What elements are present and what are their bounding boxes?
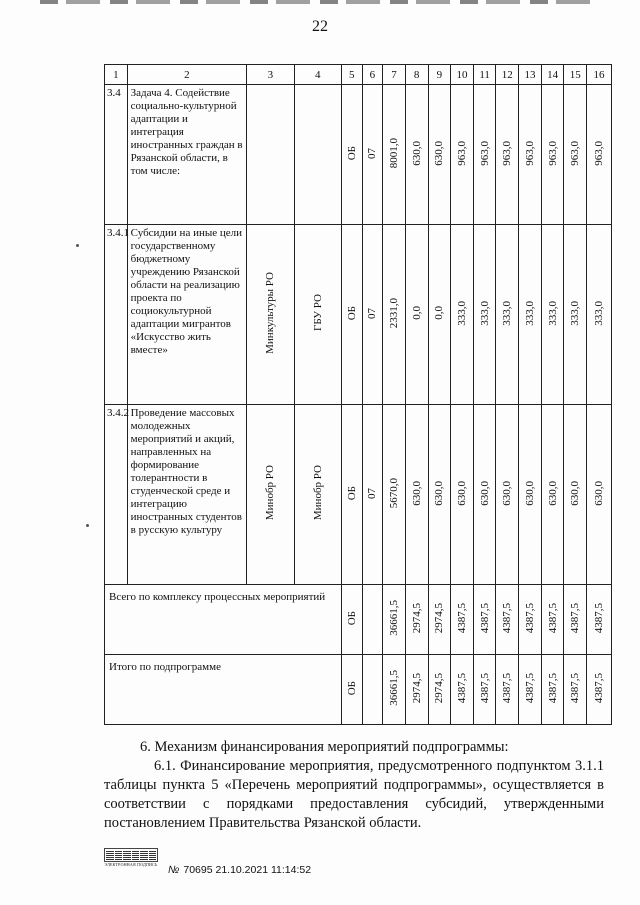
total-value: 4387,5 (569, 672, 582, 704)
value-cell: 333,0 (546, 300, 559, 326)
funding-source: ОБ (345, 145, 358, 161)
value-cell: 333,0 (501, 300, 514, 326)
value-cell: 963,0 (593, 140, 606, 166)
total-value: 4387,5 (523, 602, 536, 634)
row-name: Проведение массовых молодежных мероприятий и акций, направленных на формирование толерантности в студенческой среде и интеграцию иностранных студентов в русскую культуру (127, 405, 247, 585)
table-row (105, 225, 612, 405)
funding-source: ОБ (345, 610, 358, 626)
row-number: 3.4.1 (105, 225, 128, 405)
responsible: Минобр РО (264, 465, 277, 521)
value-cell: 2331,0 (388, 297, 401, 329)
value-cell: 630,0 (478, 480, 491, 506)
executor: ГБУ РО (311, 294, 324, 332)
column-number: 8 (405, 65, 428, 85)
total-value: 2974,5 (410, 672, 423, 704)
executor: Минобр РО (311, 465, 324, 521)
column-number: 14 (541, 65, 564, 85)
section-paragraph: 6.1. Финансирование мероприятия, предусмотренного подпунктом 3.1.1 таблицы пункта 5 «Перечень мероприятий подпрограммы», осуществляется в соответствии с порядками предоставления субсидий, утвержденными постановлением Правительства Рязанской области. (104, 758, 604, 831)
column-number: 16 (587, 65, 612, 85)
total-value: 4387,5 (501, 672, 514, 704)
total-value: 2974,5 (433, 672, 446, 704)
value-cell: 630,0 (455, 480, 468, 506)
scan-speck (76, 244, 79, 247)
row-name: Субсидии на иные цели государственному бюджетному учреждению Рязанской области на реализацию проекта по социокультурной адаптации мигрантов «Искусство жить вместе» (127, 225, 247, 405)
esign-logo-icon (104, 848, 158, 862)
value-cell: 333,0 (455, 300, 468, 326)
column-number: 4 (294, 65, 341, 85)
value-cell: 333,0 (593, 300, 606, 326)
total-value: 4387,5 (455, 672, 468, 704)
value-cell: 630,0 (433, 480, 446, 506)
esign-stamp (104, 848, 158, 868)
column-number: 7 (383, 65, 406, 85)
section-heading: 6. Механизм финансирования мероприятий подпрограммы: (140, 739, 509, 755)
value-cell: 963,0 (569, 140, 582, 166)
budget-code: 07 (366, 147, 379, 159)
value-cell: 8001,0 (388, 137, 401, 169)
total-value: 4387,5 (593, 672, 606, 704)
value-cell: 0,0 (410, 306, 423, 320)
total-value: 36661,5 (388, 670, 401, 706)
value-cell: 630,0 (501, 480, 514, 506)
total-value: 36661,5 (388, 600, 401, 636)
total-label: Всего по комплексу процессных мероприятий (105, 585, 342, 655)
page-number: 22 (312, 18, 328, 35)
responsible: Минкультуры РО (264, 272, 277, 354)
budget-code: 07 (366, 307, 379, 319)
row-number: 3.4.2 (105, 405, 128, 585)
funding-source: ОБ (345, 305, 358, 321)
total-value: 4387,5 (569, 602, 582, 634)
doc-registration: 70695 21.10.2021 11:14:52 (183, 864, 312, 876)
total-value: 4387,5 (593, 602, 606, 634)
total-value: 4387,5 (478, 672, 491, 704)
total-value: 4387,5 (546, 602, 559, 634)
document-mark (168, 864, 311, 876)
subprogram-table (104, 64, 612, 725)
total-value: 4387,5 (478, 602, 491, 634)
value-cell: 333,0 (569, 300, 582, 326)
stamp-text: ЭЛЕКТРОННАЯ ПОДПИСЬ (104, 862, 158, 867)
funding-source: ОБ (345, 485, 358, 501)
column-number: 5 (341, 65, 362, 85)
value-cell: 630,0 (546, 480, 559, 506)
column-number: 2 (127, 65, 247, 85)
row-number: 3.4 (105, 85, 128, 225)
value-cell: 333,0 (478, 300, 491, 326)
value-cell: 963,0 (523, 140, 536, 166)
grand-total-row (105, 655, 612, 725)
column-number: 3 (247, 65, 294, 85)
value-cell: 963,0 (501, 140, 514, 166)
column-number: 15 (564, 65, 587, 85)
scan-top-edge (40, 0, 600, 4)
budget-code: 07 (366, 487, 379, 499)
table-row (105, 405, 612, 585)
number-sign-icon: № (168, 864, 180, 876)
value-cell: 963,0 (546, 140, 559, 166)
column-number-row (105, 65, 612, 85)
total-value: 4387,5 (523, 672, 536, 704)
value-cell: 963,0 (455, 140, 468, 166)
total-value: 4387,5 (501, 602, 514, 634)
scan-speck (86, 524, 89, 527)
value-cell: 5670,0 (388, 477, 401, 509)
value-cell: 630,0 (410, 140, 423, 166)
total-value: 2974,5 (433, 602, 446, 634)
total-value: 4387,5 (546, 672, 559, 704)
total-value: 4387,5 (455, 602, 468, 634)
row-name: Задача 4. Содействие социально-культурной адаптации и интеграция иностранных граждан в Рязанской области, в том числе: (127, 85, 247, 225)
column-number: 11 (473, 65, 496, 85)
column-number: 10 (451, 65, 474, 85)
value-cell: 333,0 (523, 300, 536, 326)
value-cell: 963,0 (478, 140, 491, 166)
column-number: 12 (496, 65, 519, 85)
column-number: 6 (362, 65, 383, 85)
value-cell: 0,0 (433, 306, 446, 320)
value-cell: 630,0 (523, 480, 536, 506)
value-cell: 630,0 (593, 480, 606, 506)
total-label: Итого по подпрограмме (105, 655, 342, 725)
funding-source: ОБ (345, 680, 358, 696)
column-number: 9 (428, 65, 451, 85)
column-number: 1 (105, 65, 128, 85)
value-cell: 630,0 (569, 480, 582, 506)
value-cell: 630,0 (433, 140, 446, 166)
value-cell: 630,0 (410, 480, 423, 506)
total-row (105, 585, 612, 655)
total-value: 2974,5 (410, 602, 423, 634)
column-number: 13 (519, 65, 542, 85)
table-row (105, 85, 612, 225)
